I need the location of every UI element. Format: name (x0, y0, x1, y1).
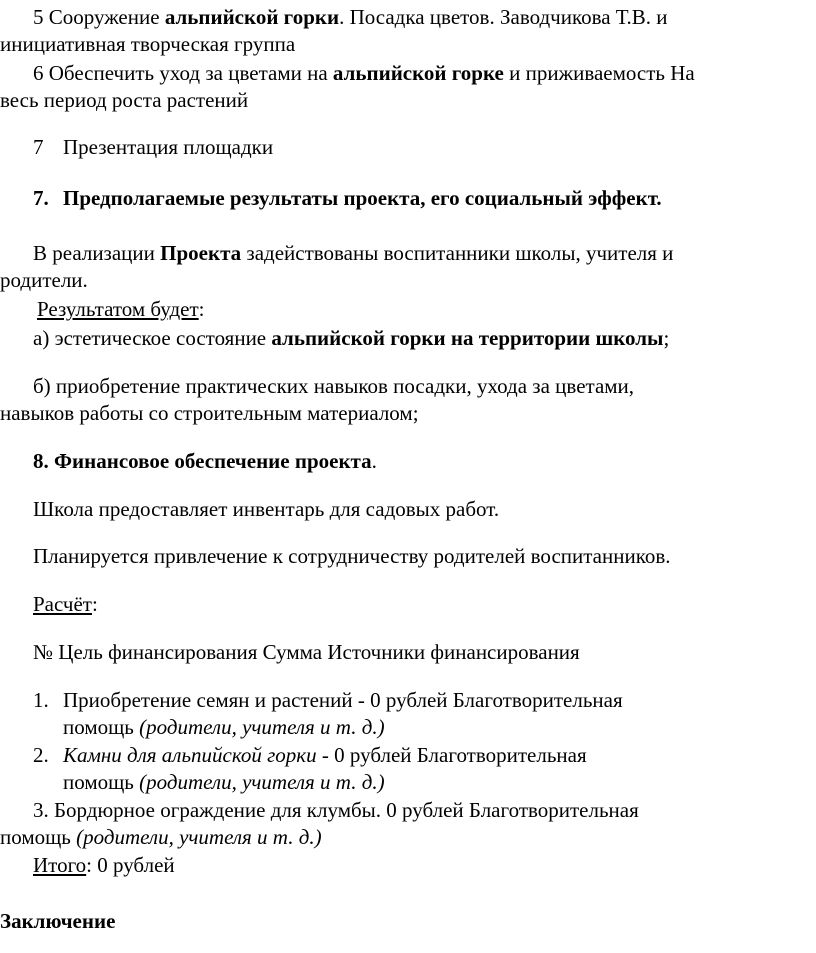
item-number: 5 (33, 5, 44, 29)
item-text-end: и приживаемость На (503, 61, 695, 85)
item-bold-text: альпийской горки (164, 5, 340, 29)
result-a: а) эстетическое состояние альпийской горки на территории школы; (33, 326, 670, 350)
conclusion-heading: Заключение (0, 909, 116, 933)
plan-paragraph: Планируется привлечение к сотрудничеству родителей воспитанников. (33, 544, 671, 568)
fin-item-1: Приобретение семян и растений - 0 рублей Благотворительная (63, 688, 623, 712)
list-item-5-continuation: инициативная творческая группа (0, 32, 296, 56)
result-b-continuation: навыков работы со строительным материалом; (0, 401, 419, 425)
calculation-label: Расчёт: (33, 592, 98, 616)
result-a-bold: альпийской горки на территории школы (271, 326, 664, 350)
item-number: 6 (33, 61, 44, 85)
list-item-7-text: Презентация площадки (63, 135, 274, 159)
section-7-number: 7. (33, 186, 49, 210)
item-text: Сооружение (48, 5, 165, 29)
project-word: Проекта (160, 241, 242, 265)
section-8-heading: 8. Финансовое обеспечение проекта. (33, 449, 377, 473)
fin-item-1-continuation: помощь (родители, учителя и т. д.) (63, 715, 385, 739)
fin-item-2: Камни для альпийской горки - 0 рублей Благотворительная (63, 743, 587, 767)
result-b: б) приобретение практических навыков посадки, ухода за цветами, (33, 374, 635, 398)
fin-item-2-continuation: помощь (родители, учителя и т. д.) (63, 770, 385, 794)
realization-paragraph: В реализации Проекта задействованы воспитанники школы, учителя и (33, 241, 674, 265)
results-label: Результатом будет: (37, 297, 205, 321)
total-line: Итого: 0 рублей (33, 853, 175, 877)
section-7-heading: Предполагаемые результаты проекта, его социальный эффект. (63, 186, 662, 210)
fin-item-2-number: 2. (33, 743, 49, 767)
fin-item-3-continuation: помощь (родители, учителя и т. д.) (0, 825, 322, 849)
school-paragraph: Школа предоставляет инвентарь для садовых работ. (33, 497, 500, 521)
list-item-6 (33, 60, 695, 86)
list-item-5 (33, 4, 668, 30)
item-text-end: . Посадка цветов. Заводчикова Т.В. и (339, 5, 668, 29)
item-text: Обеспечить уход за цветами на (48, 61, 333, 85)
table-header: № Цель финансирования Сумма Источники финансирования (33, 640, 580, 664)
fin-item-1-number: 1. (33, 688, 49, 712)
list-item-7-number: 7 (33, 135, 44, 159)
realization-paragraph-continuation: родители. (0, 268, 88, 292)
fin-item-3: 3. Бордюрное ограждение для клумбы. 0 рублей Благотворительная (33, 798, 639, 822)
item-bold-text: альпийской горке (332, 61, 504, 85)
list-item-6-continuation: весь период роста растений (0, 88, 249, 112)
